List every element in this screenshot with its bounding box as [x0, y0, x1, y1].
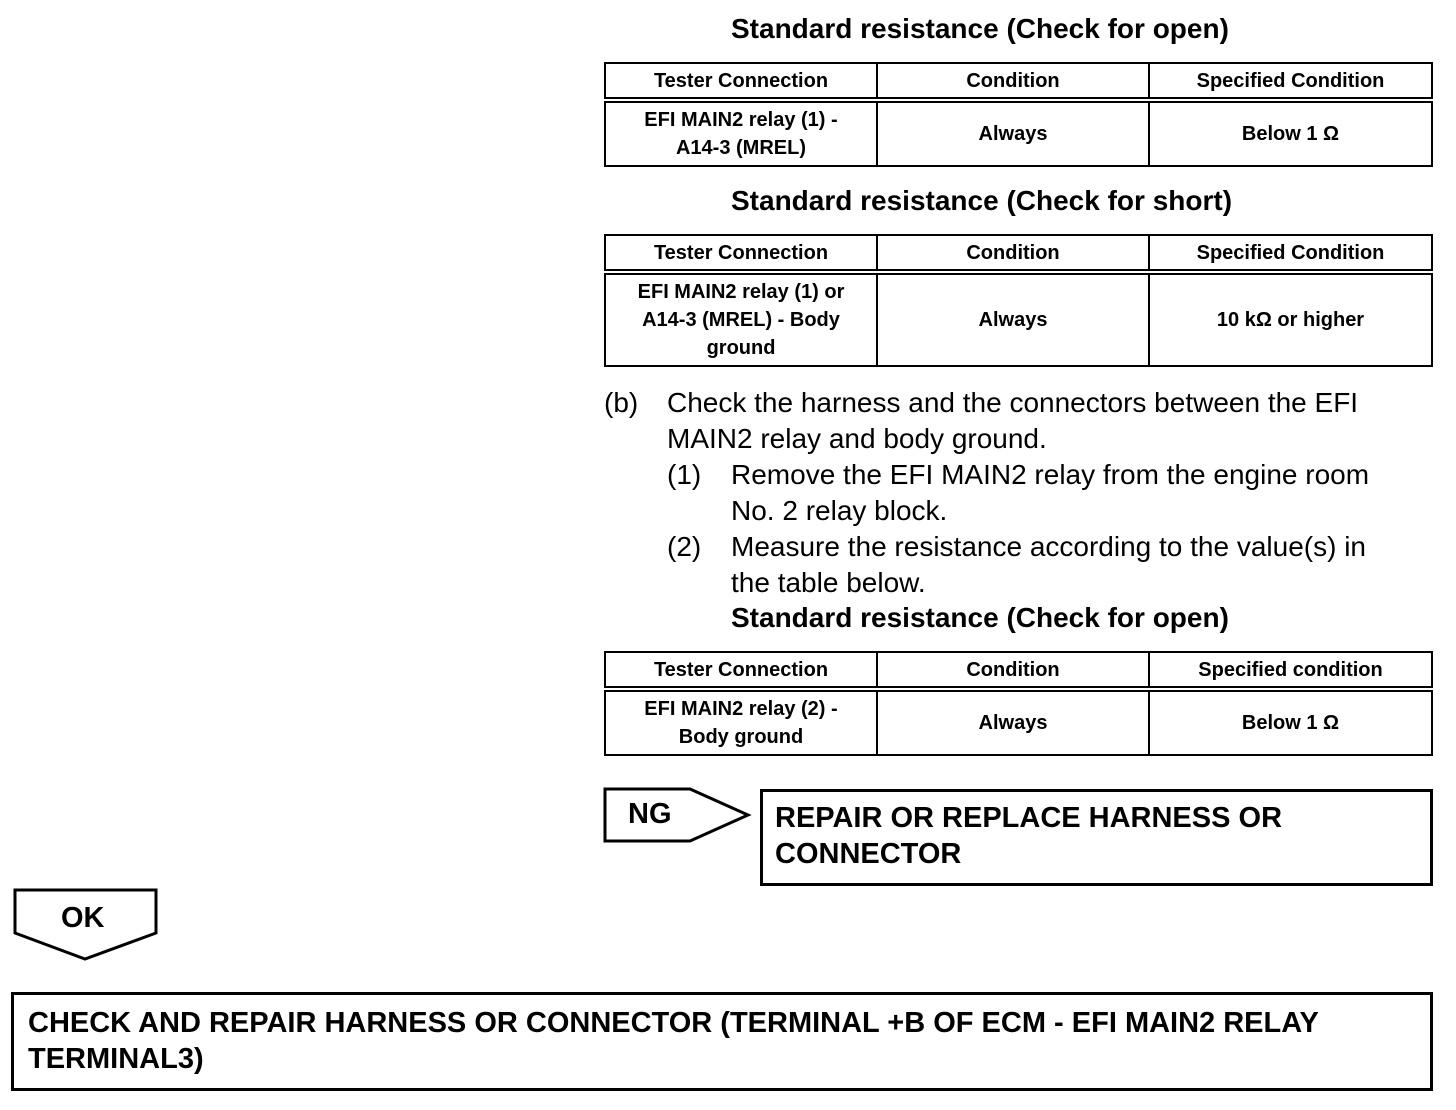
cell-specified: Below 1 Ω	[1149, 100, 1432, 166]
header-specified-condition: Specified Condition	[1149, 63, 1432, 100]
substep-1-line: No. 2 relay block.	[731, 495, 948, 526]
short-check-table	[604, 234, 1433, 367]
connection-line: Body ground	[678, 726, 804, 748]
connection-line: A14-3 (MREL)	[675, 137, 806, 159]
connection-line: A14-3 (MREL) - Body	[642, 309, 840, 331]
header-specified-condition: Specified condition	[1149, 652, 1432, 689]
open-check-table-1	[604, 62, 1433, 167]
cell-tester-connection	[605, 272, 877, 366]
ng-result-line: REPAIR OR REPLACE HARNESS OR	[775, 802, 1283, 834]
table-header-row	[605, 235, 1432, 272]
step-b-marker: (b)	[604, 387, 639, 418]
cell-tester-connection	[605, 100, 877, 166]
ng-result-line: CONNECTOR	[775, 838, 962, 870]
header-tester-connection: Tester Connection	[605, 652, 877, 689]
table-header-row	[605, 63, 1432, 100]
cell-specified: 10 kΩ or higher	[1149, 272, 1432, 366]
ng-arrow-icon	[602, 786, 754, 846]
substep-2-line: Measure the resistance according to the value(s) in	[731, 531, 1366, 562]
substep-1-marker: (1)	[667, 459, 702, 490]
table-header-row	[605, 652, 1432, 689]
ng-label: NG	[628, 798, 672, 830]
next-step-box	[11, 992, 1433, 1091]
cell-condition: Always	[877, 100, 1149, 166]
header-condition: Condition	[877, 235, 1149, 272]
table-row	[605, 272, 1432, 366]
header-tester-connection: Tester Connection	[605, 63, 877, 100]
section3-heading: Standard resistance (Check for open)	[731, 602, 1229, 633]
table-row	[605, 100, 1432, 166]
header-specified-condition: Specified Condition	[1149, 235, 1432, 272]
section1-heading: Standard resistance (Check for open)	[731, 13, 1229, 44]
step-b-line: Check the harness and the connectors between the EFI	[667, 387, 1359, 418]
connection-line: EFI MAIN2 relay (1) -	[644, 109, 838, 131]
open-check-table-2	[604, 651, 1433, 756]
cell-condition: Always	[877, 272, 1149, 366]
header-condition: Condition	[877, 652, 1149, 689]
ng-result-box	[760, 789, 1433, 886]
header-condition: Condition	[877, 63, 1149, 100]
section2-heading: Standard resistance (Check for short)	[731, 185, 1233, 216]
cell-condition: Always	[877, 689, 1149, 755]
connection-line: EFI MAIN2 relay (1) or	[637, 281, 845, 303]
ok-label: OK	[61, 902, 105, 934]
table-row	[605, 689, 1432, 755]
substep-1-line: Remove the EFI MAIN2 relay from the engine room	[731, 459, 1370, 490]
cell-tester-connection	[605, 689, 877, 755]
next-step-line: TERMINAL3)	[28, 1043, 204, 1075]
connection-line: ground	[706, 337, 776, 359]
connection-line: EFI MAIN2 relay (2) -	[644, 698, 838, 720]
substep-2-line: the table below.	[731, 567, 926, 598]
next-step-line: CHECK AND REPAIR HARNESS OR CONNECTOR (TERMINAL +B OF ECM - EFI MAIN2 RELAY	[28, 1007, 1319, 1039]
cell-specified: Below 1 Ω	[1149, 689, 1432, 755]
header-tester-connection: Tester Connection	[605, 235, 877, 272]
step-b-line: MAIN2 relay and body ground.	[667, 423, 1047, 454]
substep-2-marker: (2)	[667, 531, 702, 562]
